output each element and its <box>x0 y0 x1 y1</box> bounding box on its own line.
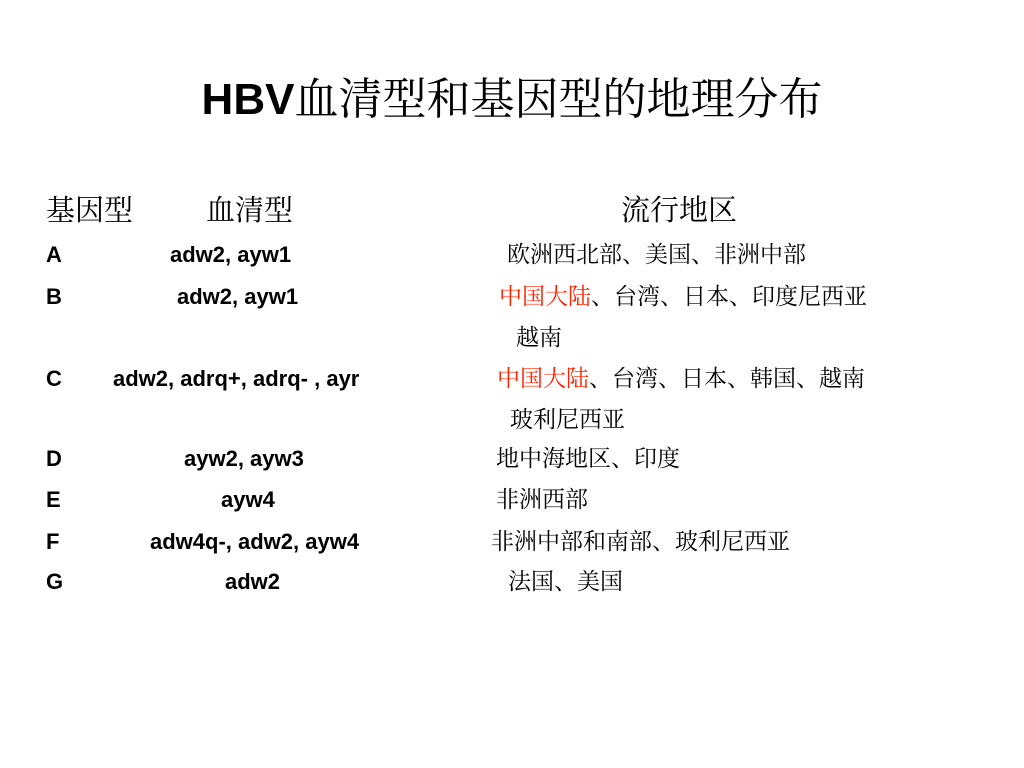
row-a-serotype: adw2, ayw1 <box>170 242 292 267</box>
row-d-genotype: D <box>46 446 62 471</box>
row-c-region-text: 、台湾、日本、韩国、越南 <box>589 366 865 392</box>
row-g-region <box>508 565 623 599</box>
row-b-region-continued: 越南 <box>516 325 562 351</box>
row-d-serotype: ayw2, ayw3 <box>184 446 304 471</box>
row-c-genotype: C <box>46 366 62 391</box>
row-a-genotype: A <box>46 242 62 267</box>
title-prefix: HBV <box>201 75 295 124</box>
header-region: 流行地区 <box>621 193 738 227</box>
row-b-serotype: adw2, ayw1 <box>177 284 299 309</box>
row-b-region-highlight: 中国大陆 <box>499 284 591 310</box>
row-e-region-text: 非洲西部 <box>496 487 588 513</box>
row-g-serotype: adw2 <box>225 569 281 594</box>
row-d-region-text: 地中海地区、印度 <box>496 446 680 472</box>
row-a-region <box>507 238 806 272</box>
row-b-region-text: 、台湾、日本、印度尼西亚 <box>591 284 867 310</box>
row-c-serotype: adw2, adrq+, adrq- , ayr <box>113 366 360 391</box>
row-g-region-text: 法国、美国 <box>508 569 623 595</box>
row-c-region-continued: 玻利尼西亚 <box>510 407 625 433</box>
row-b-region <box>499 280 867 314</box>
row-e-serotype: ayw4 <box>221 487 275 512</box>
row-c-region <box>497 362 865 396</box>
row-f-region-text: 非洲中部和南部、玻利尼西亚 <box>491 529 790 555</box>
slide-title <box>0 70 1024 130</box>
row-f-region <box>491 525 790 559</box>
title-text: 血清型和基因型的地理分布 <box>294 74 823 125</box>
row-d-region <box>496 442 680 476</box>
header-serotype: 血清型 <box>206 193 294 227</box>
row-e-genotype: E <box>46 487 61 512</box>
row-b-genotype: B <box>46 284 62 309</box>
row-g-genotype: G <box>46 569 64 594</box>
header-genotype: 基因型 <box>46 193 134 227</box>
row-f-serotype: adw4q-, adw2, ayw4 <box>150 529 360 554</box>
row-a-region-text: 欧洲西北部、美国、非洲中部 <box>507 242 806 268</box>
row-e-region <box>496 483 588 517</box>
row-f-genotype: F <box>46 529 60 554</box>
row-c-region-highlight: 中国大陆 <box>497 366 589 392</box>
